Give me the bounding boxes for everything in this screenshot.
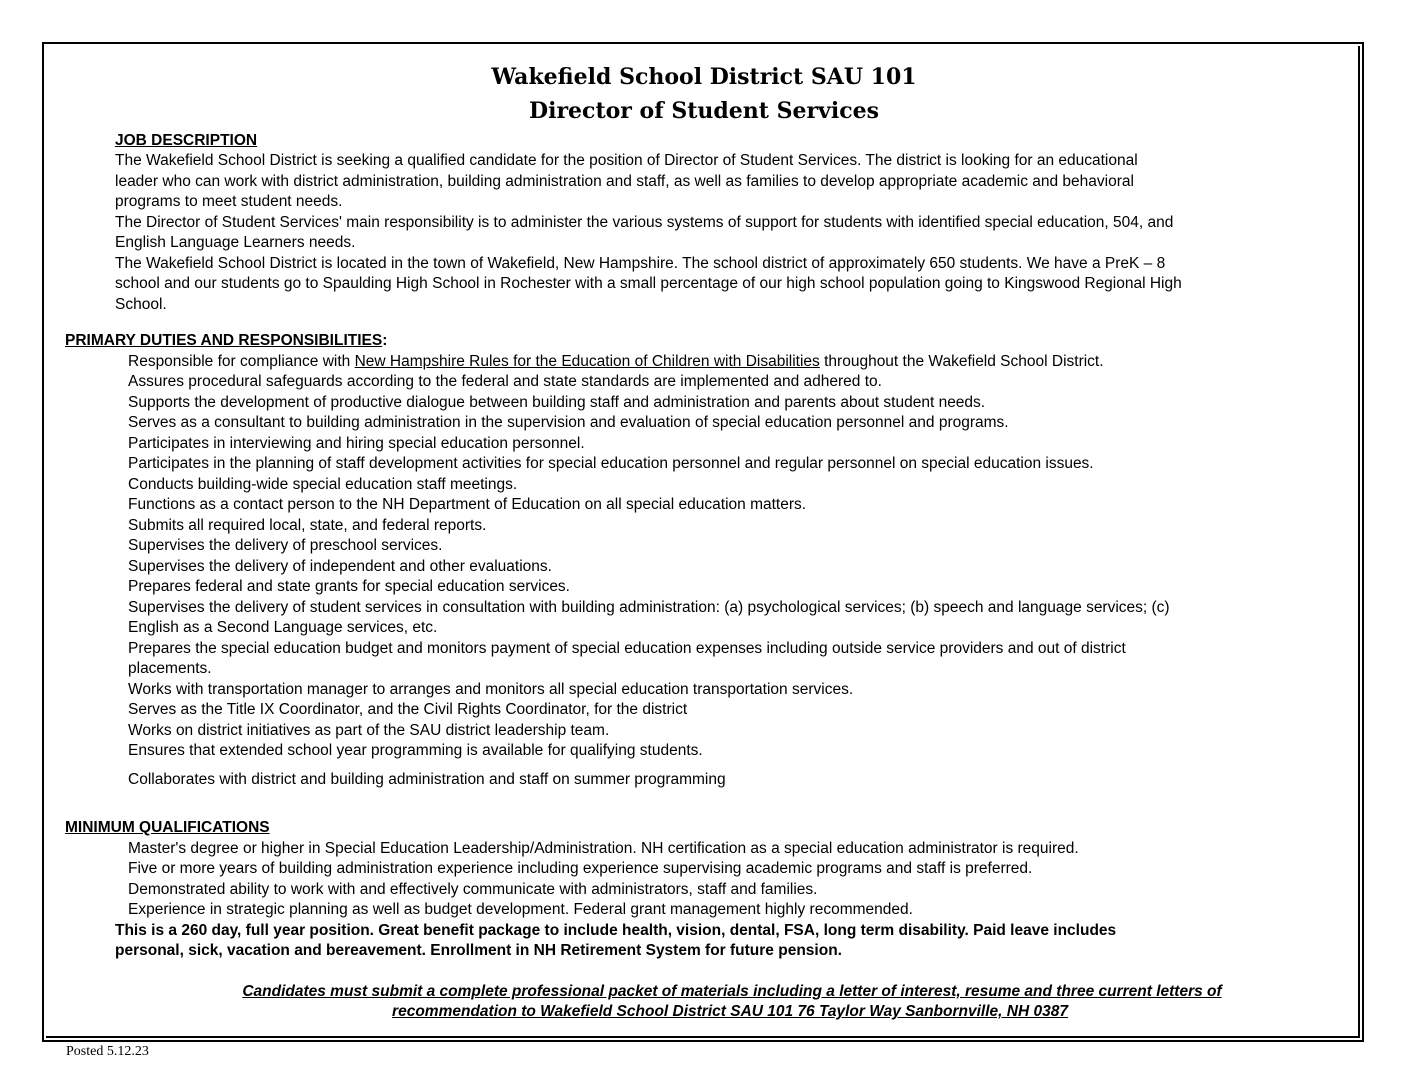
duty-item: Collaborates with district and building administration and staff on summer programming xyxy=(128,771,726,788)
qualifications-heading: MINIMUM QUALIFICATIONS xyxy=(65,819,270,836)
application-instructions: Candidates must submit a complete professional packet of materials including a letter of interest, resume and three current letters of xyxy=(242,983,1222,1000)
job-line: English Language Learners needs. xyxy=(115,234,356,251)
duty-item: Assures procedural safeguards according to the federal and state standards are implemented and adhered to. xyxy=(128,373,882,390)
qualification-item: Five or more years of building administration experience including experience supervising academic programs and staff is preferred. xyxy=(128,860,1033,877)
position-details: personal, sick, vacation and bereavement. Enrollment in NH Retirement System for future pension. xyxy=(115,942,842,959)
duty-item: Supervises the delivery of preschool services. xyxy=(128,537,443,554)
duty-item: Functions as a contact person to the NH Department of Education on all special education matters. xyxy=(128,496,807,513)
duty-item: placements. xyxy=(128,660,212,677)
duties-heading-line xyxy=(65,331,387,351)
duty-item: Conducts building-wide special education staff meetings. xyxy=(128,476,518,493)
qualification-item: Master's degree or higher in Special Education Leadership/Administration. NH certification as a special education administrator is required. xyxy=(128,840,1079,857)
duty-item: English as a Second Language services, etc. xyxy=(128,619,438,636)
duty-text: throughout the Wakefield School District. xyxy=(819,353,1104,370)
application-instructions: recommendation to Wakefield School District SAU 101 76 Taylor Way Sanbornville, NH 0387 xyxy=(392,1003,1068,1020)
job-line: The Wakefield School District is located in the town of Wakefield, New Hampshire. The school district of approximately 650 students. We have a PreK – 8 xyxy=(115,255,1166,272)
duties-heading: PRIMARY DUTIES AND RESPONSIBILITIES xyxy=(65,332,383,349)
job-line: programs to meet student needs. xyxy=(115,193,343,210)
duty-item: Participates in the planning of staff development activities for special education personnel and regular personnel on special education issues. xyxy=(128,455,1094,472)
district-title: Wakefield School District SAU 101 xyxy=(491,64,917,90)
job-line: school and our students go to Spaulding High School in Rochester with a small percentage of our high school population going to Kingswood Regional High xyxy=(115,275,1182,292)
duty-item: Works on district initiatives as part of the SAU district leadership team. xyxy=(128,722,610,739)
duty-item: Works with transportation manager to arranges and monitors all special education transportation services. xyxy=(128,681,854,698)
job-line: The Director of Student Services' main responsibility is to administer the various systems of support for students with identified special education, 504, and xyxy=(115,214,1174,231)
duty-item: Supervises the delivery of independent and other evaluations. xyxy=(128,558,552,575)
qualification-item: Experience in strategic planning as well as budget development. Federal grant management highly recommended. xyxy=(128,901,913,918)
duty-item: Prepares the special education budget and monitors payment of special education expenses including outside service providers and out of district xyxy=(128,640,1126,657)
duties-heading-colon: : xyxy=(382,332,388,349)
duty-item: Submits all required local, state, and federal reports. xyxy=(128,517,487,534)
job-line: The Wakefield School District is seeking a qualified candidate for the position of Director of Student Services. The district is looking for an educational xyxy=(115,152,1138,169)
position-title: Director of Student Services xyxy=(529,98,879,124)
duty-item: Ensures that extended school year programming is available for qualifying students. xyxy=(128,742,703,759)
duty-item: Serves as the Title IX Coordinator, and the Civil Rights Coordinator, for the district xyxy=(128,701,688,718)
duty-item: Participates in interviewing and hiring special education personnel. xyxy=(128,435,585,452)
duty-item: Prepares federal and state grants for special education services. xyxy=(128,578,570,595)
duty-item: Supervises the delivery of student services in consultation with building administration: (a) psychological services; (b) speech and language services; (c) xyxy=(128,599,1170,616)
job-line: School. xyxy=(115,296,167,313)
job-description-heading: JOB DESCRIPTION xyxy=(115,132,258,149)
job-line: leader who can work with district administration, building administration and staff, as well as families to develop appropriate academic and behavioral xyxy=(115,173,1134,190)
qualification-item: Demonstrated ability to work with and effectively communicate with administrators, staff and families. xyxy=(128,881,818,898)
duty-item: Supports the development of productive dialogue between building staff and administration and parents about student needs. xyxy=(128,394,986,411)
duty-item xyxy=(128,352,1104,372)
posted-date: Posted 5.12.23 xyxy=(66,1044,149,1059)
duty-item: Serves as a consultant to building administration in the supervision and evaluation of special education personnel and programs. xyxy=(128,414,1009,431)
duty-text: Responsible for compliance with xyxy=(128,353,355,370)
nh-rules-reference: New Hampshire Rules for the Education of Children with Disabilities xyxy=(354,353,820,370)
position-details: This is a 260 day, full year position. Great benefit package to include health, vision, dental, FSA, long term disability. Paid leave includes xyxy=(115,922,1117,939)
